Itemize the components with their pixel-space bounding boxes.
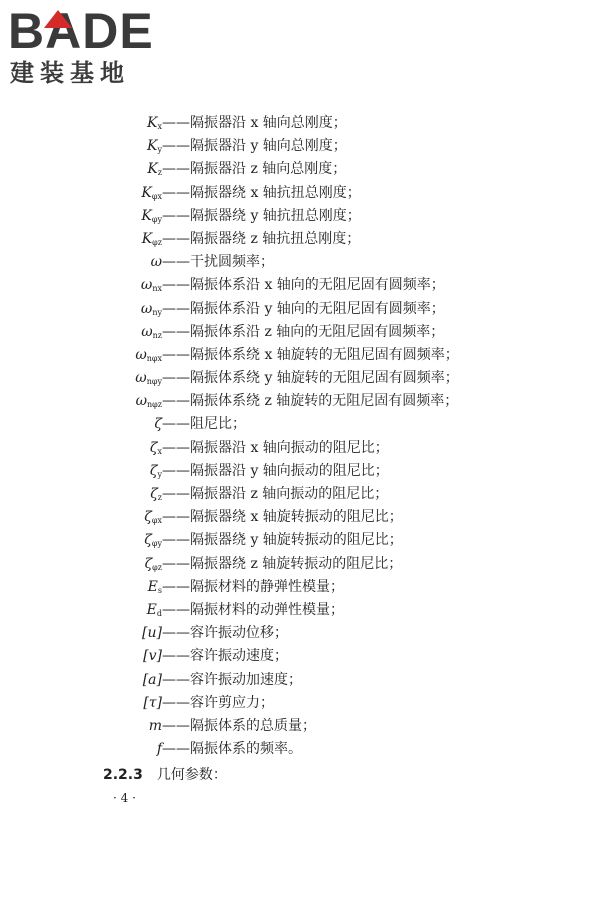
definition-row [0,182,600,205]
definition-text: ——容许振动加速度； [162,671,302,688]
definition-row [0,274,600,297]
logo-accent-triangle [44,10,72,28]
definition-symbol [151,251,162,274]
symbol-main: ζ [149,439,158,456]
symbol-main: ζ [150,486,158,502]
symbol-subscript: φy [151,539,162,549]
symbol-subscript: nφx [146,353,162,363]
symbol-subscript: φx [151,516,162,526]
definition-row [0,135,600,158]
definition-text: ——隔振体系的频率。 [162,741,302,758]
symbol-subscript: nφy [146,377,162,387]
symbol-main: ω [150,254,162,271]
symbol-subscript: d [156,608,162,618]
definition-row [0,669,600,692]
symbol-main: K [147,115,158,131]
definition-row [0,506,600,529]
definition-row [0,437,600,460]
symbol-main: [v] [143,648,162,665]
definition-text: ——容许剪应力； [162,694,274,711]
definition-text: ——隔振体系沿 y 轴向的无阻尼固有圆频率； [162,300,445,317]
definition-row [0,576,600,599]
symbol-subscript: φz [152,562,162,572]
definition-text: ——隔振器绕 x 轴抗扭总刚度； [162,184,361,201]
definition-row [0,692,600,715]
symbol-main: [u] [142,625,162,642]
definition-row [0,112,600,135]
definition-row [0,228,600,251]
symbol-subscript: y [157,145,162,155]
symbol-subscript: φx [151,191,162,201]
symbol-main: K [141,230,153,247]
definition-text: ——隔振器绕 z 轴抗扭总刚度； [162,230,361,247]
symbol-main: ω [141,323,153,340]
definition-text: ——隔振器沿 x 轴向振动的阻尼比； [162,439,389,456]
definition-row [0,715,600,738]
definition-text: ——隔振器绕 x 轴旋转振动的阻尼比； [162,509,403,526]
definition-text: ——干扰圆频率； [162,254,274,271]
definition-text: ——隔振器绕 y 轴旋转振动的阻尼比； [162,532,403,549]
definition-row [0,553,600,576]
definition-row [0,321,600,344]
symbol-main: ζ [144,509,152,526]
logo [8,3,178,90]
logo-chinese-text: 建装基地 [10,59,130,87]
definition-text: ——隔振器沿 z 轴向总刚度； [162,161,347,178]
symbol-subscript: nz [152,330,162,340]
definition-row [0,251,600,274]
definition-symbol [143,692,162,715]
definition-row [0,645,600,668]
definition-text: ——隔振器沿 y 轴向振动的阻尼比； [162,462,389,479]
symbol-definitions-list [0,112,600,761]
definition-row [0,344,600,367]
definition-row [0,460,600,483]
symbol-main: K [147,161,158,178]
definition-text: ——容许振动位移； [162,625,288,642]
symbol-subscript: x [157,122,162,131]
symbol-main: f [156,741,162,758]
definition-text: ——隔振器绕 z 轴旋转振动的阻尼比； [162,555,403,572]
definition-text: ——隔振体系绕 x 轴旋转的无阻尼固有圆频率； [162,346,459,363]
definition-text: ——阻尼比； [162,416,246,433]
definition-symbol [142,622,162,645]
symbol-subscript: φz [152,237,162,247]
symbol-subscript: z [157,168,162,178]
definition-symbol [143,669,162,692]
symbol-main: K [141,184,152,201]
symbol-subscript: s [157,585,162,595]
symbol-subscript: x [157,446,162,456]
definition-text: ——隔振体系沿 z 轴向的无阻尼固有圆频率； [162,323,445,340]
symbol-subscript: φy [151,214,162,224]
definition-text: ——隔振体系沿 x 轴向的无阻尼固有圆频率； [162,277,445,294]
definition-symbol [143,645,162,668]
symbol-main: [a] [142,671,162,688]
symbol-main: ζ [144,555,153,572]
symbol-main: ω [140,277,153,294]
definition-text: ——隔振器沿 y 轴向总刚度； [162,138,347,155]
symbol-main: K [147,138,158,155]
section-title: 几何参数： [156,767,227,783]
symbol-subscript: nx [152,284,162,294]
symbol-subscript: ny [152,307,162,317]
symbol-main: ω [135,393,148,410]
definition-text: ——隔振体系绕 y 轴旋转的无阻尼固有圆频率； [162,370,459,387]
symbol-main: ω [135,346,147,363]
definition-text: ——容许振动速度； [162,648,288,665]
definition-row [0,483,600,506]
definition-text: ——隔振体系的总质量； [162,717,316,734]
symbol-main: ω [135,370,147,387]
symbol-main: K [141,207,152,224]
definition-row [0,413,600,436]
symbol-main: E [147,578,158,595]
symbol-main: E [146,601,157,618]
definition-text: ——隔振材料的静弹性模量； [162,578,344,595]
symbol-main: ζ [144,532,152,549]
page-number: · 4 · [113,791,136,805]
definition-row [0,529,600,552]
definition-text: ——隔振器绕 y 轴抗扭总刚度； [162,207,361,224]
definition-row [0,390,600,413]
symbol-main: ω [140,300,153,317]
definition-symbol [149,715,162,738]
definition-symbol [154,413,162,436]
definition-row [0,367,600,390]
symbol-main: ζ [154,416,162,433]
section-number: 2.2.3 [103,767,143,783]
definition-row [0,622,600,645]
logo-wordmark: BADE [8,3,154,59]
definition-row [0,298,600,321]
section-heading [103,764,227,786]
symbol-subscript: z [157,493,162,502]
definition-row [0,738,600,761]
symbol-subscript: y [157,469,162,479]
definition-row [0,158,600,181]
symbol-subscript: nφz [147,400,162,410]
definition-text: ——隔振器沿 x 轴向总刚度； [162,115,347,131]
symbol-main: m [148,717,162,734]
definition-row [0,205,600,228]
symbol-main: ζ [149,462,158,479]
definition-text: ——隔振体系绕 z 轴旋转的无阻尼固有圆频率； [162,393,459,410]
definition-text: ——隔振材料的动弹性模量； [162,601,344,618]
definition-text: ——隔振器沿 z 轴向振动的阻尼比； [162,486,389,502]
definition-row [0,599,600,622]
symbol-main: [τ] [143,694,162,711]
